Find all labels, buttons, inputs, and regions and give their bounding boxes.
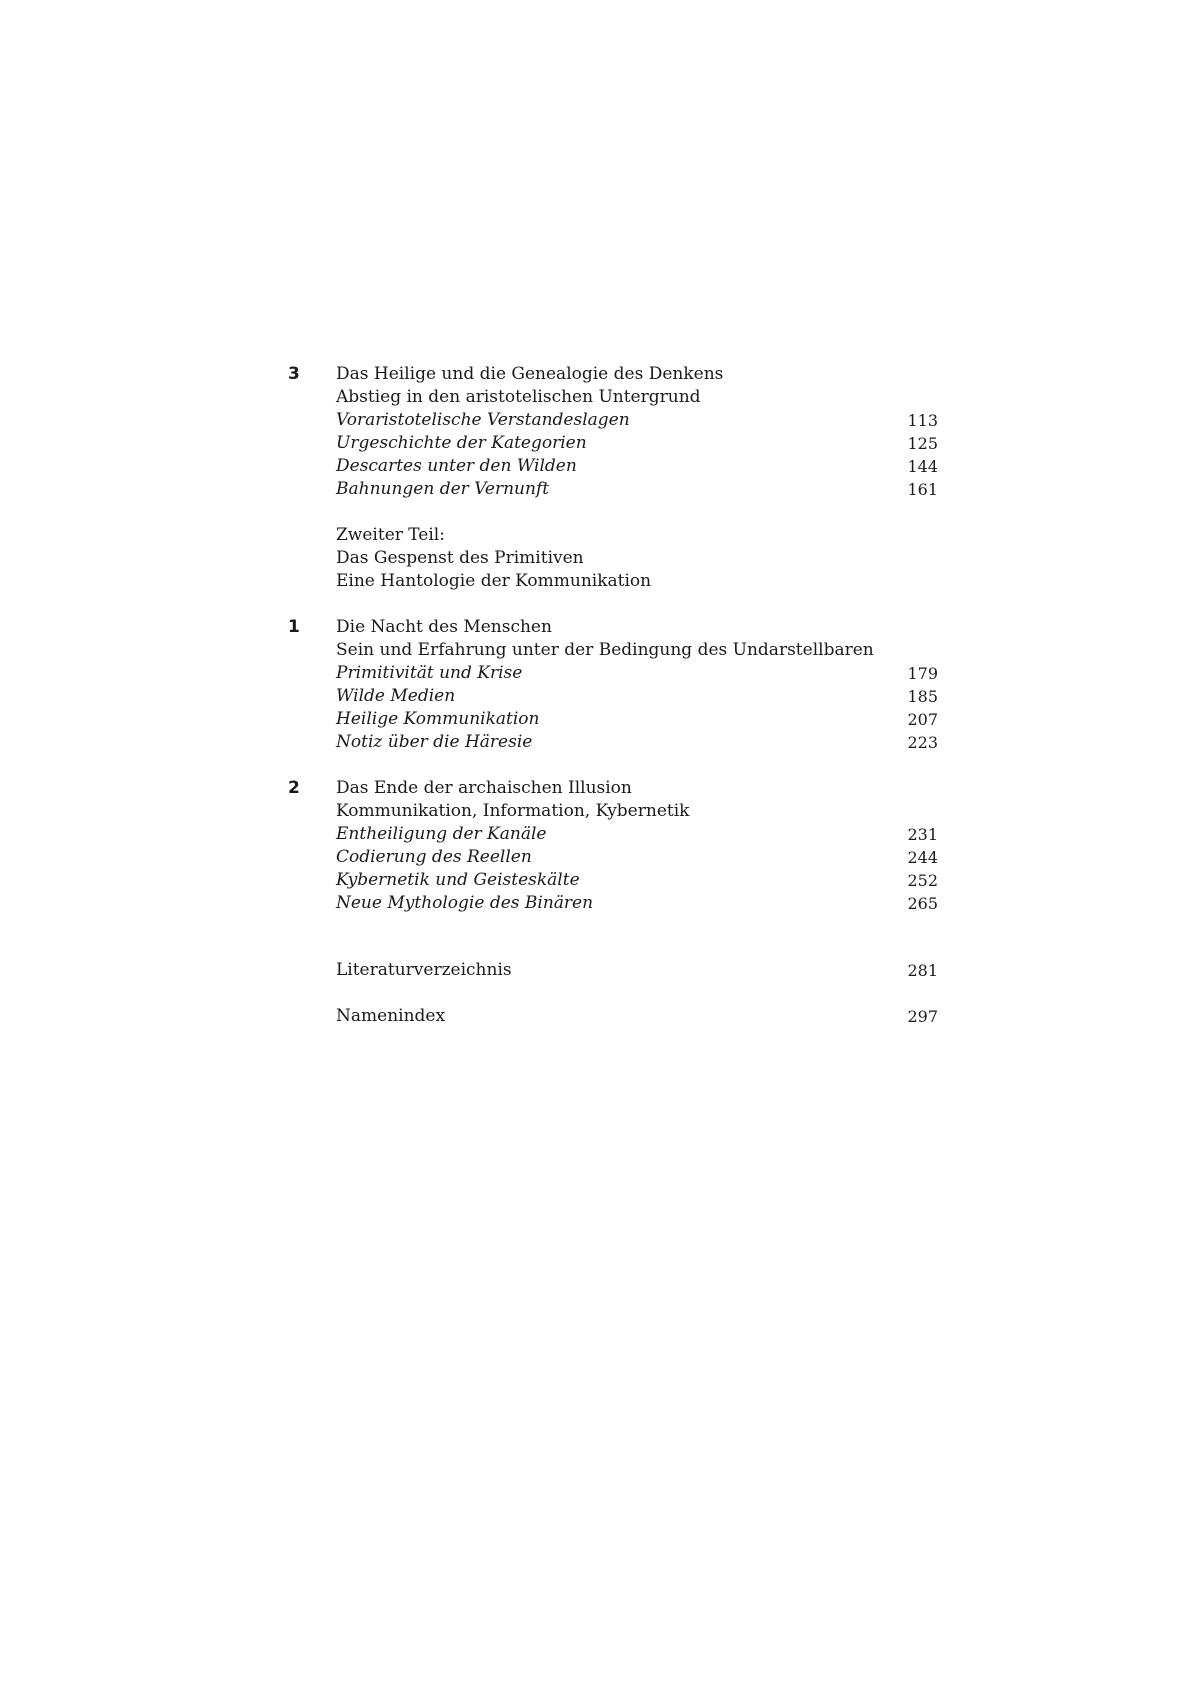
page-number: 179 [907,664,938,683]
entry-text: Kybernetik und Geisteskälte [336,870,580,890]
toc-entry[interactable] [336,892,938,915]
page-number [898,386,938,409]
section-spacer [288,937,938,959]
entry-text: Zweiter Teil: [336,525,445,545]
page-number: 297 [907,1007,938,1026]
page-number: 244 [907,848,938,867]
toc-appendix-literature [288,959,938,982]
page-number: 223 [907,733,938,752]
toc-section-2 [288,777,938,915]
table-of-contents [288,363,938,1051]
entry-text: Sein und Erfahrung unter der Bedingung des Undarstellbaren [336,640,874,660]
toc-entry[interactable] [336,432,938,455]
chapter-number: 2 [288,778,300,798]
page-number: 113 [907,411,938,430]
entry-text: Das Ende der archaischen Illusion [336,778,632,798]
part-title[interactable] [336,547,938,570]
entry-text: Descartes unter den Wilden [336,456,577,476]
entry-text: Entheiligung der Kanäle [336,824,547,844]
toc-entry-literaturverzeichnis[interactable] [336,959,938,982]
toc-entry[interactable] [336,869,938,892]
page-number: 185 [907,687,938,706]
entry-text: Heilige Kommunikation [336,709,540,729]
page-number: 207 [907,710,938,729]
toc-entry-namenindex[interactable] [336,1005,938,1028]
chapter-subtitle [336,386,938,409]
page-number: 125 [907,434,938,453]
entry-text: Die Nacht des Menschen [336,617,552,637]
chapter-title[interactable] [336,777,938,800]
entry-text: Kommunikation, Information, Kybernetik [336,801,690,821]
entry-text: Das Gespenst des Primitiven [336,548,584,568]
toc-entry[interactable] [336,731,938,754]
chapter-subtitle [336,639,938,662]
toc-section-1 [288,616,938,754]
entry-text: Urgeschichte der Kategorien [336,433,587,453]
chapter-title[interactable] [336,616,938,639]
toc-entry[interactable] [336,662,938,685]
chapter-number: 3 [288,364,300,384]
page-number: 231 [907,825,938,844]
entry-text: Bahnungen der Vernunft [336,479,550,499]
toc-section-3 [288,363,938,501]
entry-text: Wilde Medien [336,686,456,706]
toc-entry[interactable] [336,478,938,501]
toc-entry[interactable] [336,455,938,478]
toc-entry[interactable] [336,409,938,432]
entry-text: Eine Hantologie der Kommunikation [336,571,652,591]
entry-text: Codierung des Reellen [336,847,532,867]
toc-entry[interactable] [336,823,938,846]
entry-text: Namenindex [336,1006,446,1026]
page-number: 265 [907,894,938,913]
entry-text: Neue Mythologie des Binären [336,893,594,913]
entry-text: Das Heilige und die Genealogie des Denkens [336,364,724,384]
page-number: 252 [907,871,938,890]
toc-entry[interactable] [336,685,938,708]
toc-appendix-index [288,1005,938,1028]
toc-entry[interactable] [336,708,938,731]
part-subtitle [336,570,938,593]
entry-text: Literaturverzeichnis [336,960,512,980]
page-number: 161 [907,480,938,499]
chapter-subtitle [336,800,938,823]
part-label[interactable] [336,524,938,547]
chapter-number: 1 [288,617,300,637]
chapter-title[interactable] [336,363,938,386]
toc-part-heading [288,524,938,593]
toc-entry[interactable] [336,846,938,869]
entry-text: Abstieg in den aristotelischen Untergrund [336,387,701,407]
page-number [898,363,938,386]
entry-text: Voraristotelische Verstandeslagen [336,410,630,430]
entry-text: Primitivität und Krise [336,663,523,683]
entry-text: Notiz über die Häresie [336,732,533,752]
page-number: 144 [907,457,938,476]
page-number: 281 [907,961,938,980]
